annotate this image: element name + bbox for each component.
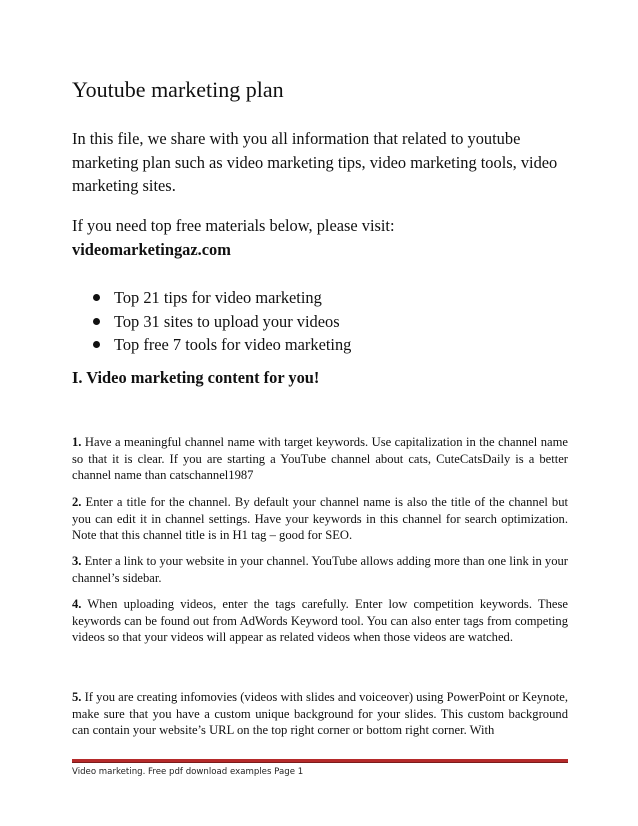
bullet-icon xyxy=(93,341,100,348)
tip-paragraph xyxy=(72,689,568,741)
page-footer: Video marketing. Free pdf download examples Page 1 xyxy=(72,767,304,777)
list-item xyxy=(72,310,351,334)
visit-link[interactable]: videomarketingaz.com xyxy=(72,239,231,259)
tip-paragraph xyxy=(72,494,568,544)
footer-rule xyxy=(72,759,568,763)
visit-paragraph xyxy=(72,214,568,261)
list-item xyxy=(72,286,351,310)
tip-text: Enter a link to your website in your channel. YouTube allows adding more than one link in your channel’s sidebar. xyxy=(72,554,568,585)
list-item xyxy=(72,333,351,357)
list-item-label: Top 21 tips for video marketing xyxy=(114,288,322,307)
materials-list xyxy=(72,286,351,357)
tip-number: 4. xyxy=(72,597,82,611)
tip-text: When uploading videos, enter the tags carefully. Enter low competition keywords. These keywords can be found out from AdWords Keyword tool. You can also enter tags from competing videos so that your videos will appear as related videos when those videos are watched. xyxy=(72,597,568,644)
tip-number: 1. xyxy=(72,435,82,449)
intro-paragraph: In this file, we share with you all information that related to youtube marketing plan such as video marketing tips, video marketing tools, video marketing sites. xyxy=(72,129,558,195)
section-heading: I. Video marketing content for you! xyxy=(72,368,320,387)
tip-paragraph xyxy=(72,434,568,484)
visit-text: If you need top free materials below, please visit: xyxy=(72,216,395,235)
tip-number: 5. xyxy=(72,690,82,704)
tip-number: 2. xyxy=(72,495,82,509)
tip-text: If you are creating infomovies (videos with slides and voiceover) using PowerPoint or Keynote, make sure that you have a custom unique background for your slides. This custom background can contain your website’s URL on the top right corner or bottom right corner. With xyxy=(72,690,568,737)
list-item-label: Top 31 sites to upload your videos xyxy=(114,311,340,331)
tip-number: 3. xyxy=(72,554,82,568)
tip-text: Have a meaningful channel name with target keywords. Use capitalization in the channel name so that it is clear. If you are starting a YouTube channel about cats, CuteCatsDaily is a better channel name than catschannel1987 xyxy=(72,435,568,482)
tip-paragraph xyxy=(72,596,568,646)
bullet-icon xyxy=(93,294,100,301)
bullet-icon xyxy=(93,318,100,325)
list-item-label: Top free 7 tools for video marketing xyxy=(114,335,352,354)
document-title: Youtube marketing plan xyxy=(72,77,284,102)
tip-paragraph xyxy=(72,553,568,586)
tip-text: Enter a title for the channel. By default your channel name is also the title of the channel but you can edit it in channel settings. Have your keywords in this channel for search optimization. Note that this channel title is in H1 tag – good for SEO. xyxy=(72,495,568,542)
